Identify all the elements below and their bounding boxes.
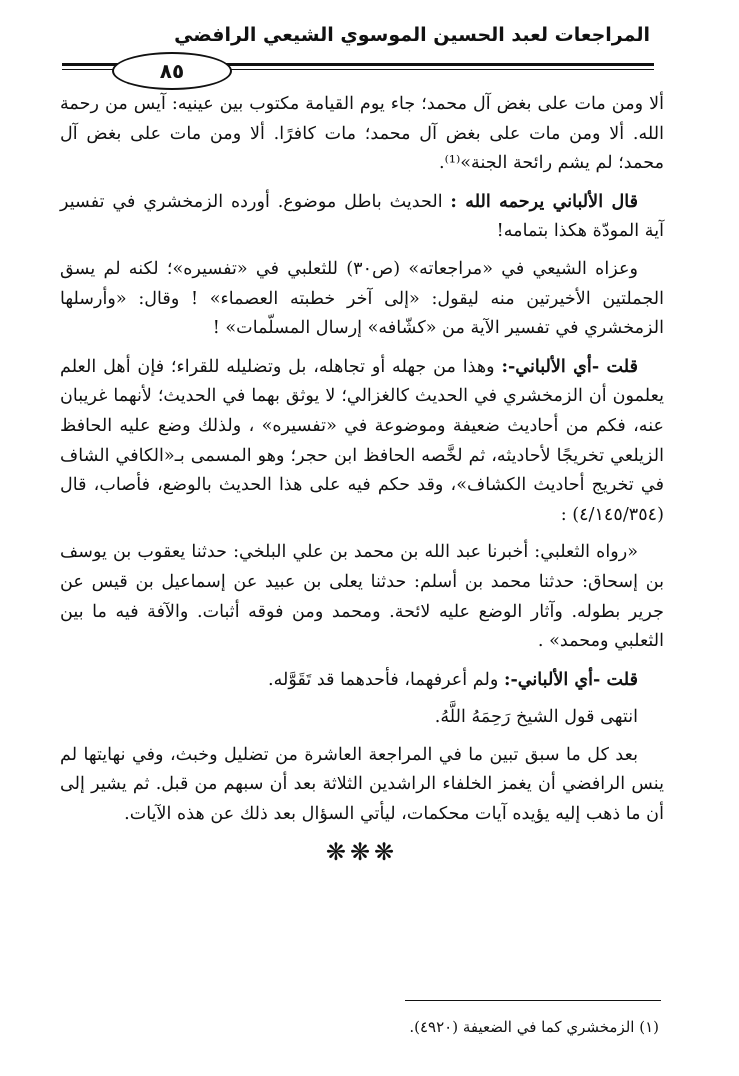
paragraph-end-of-quote: انتهى قول الشيخ رَحِمَهُ اللَّهُ.	[434, 707, 638, 728]
albani-ruling-text: الحديث باطل موضوع. أورده الزمخشري في تفسير آية المودّة هكذا بتمامه!	[60, 191, 664, 242]
paragraph-albani-ruling	[60, 187, 664, 247]
page-header	[62, 18, 654, 83]
albani-comment-label: قلت -أي الألباني-:	[501, 355, 638, 377]
paragraph-shii-attribution: وعزاه الشيعي في «مراجعاته» (ص٣٠) للثعلبي في «تفسيره»؛ لكنه لم يسق الجملتين الأخيرتين منه ليقول: «إلى آخر خطبته العصماء» ! وقال: «وأرسلها الزمخشري في تفسير الآية من «كشّافه» إرسال المسلّمات» !	[60, 258, 664, 339]
running-title: المراجعات لعبد الحسين الموسوي الشيعي الرافضي	[174, 24, 650, 46]
albani-label: قال الألباني يرحمه الله :	[450, 190, 638, 212]
section-end-ornament: ❋❋❋	[325, 837, 399, 866]
albani-comment-text: وهذا من جهله أو تجاهله، بل وتضليله للقراء؛ فإن أهل العلم يعلمون أن الزمخشري في الحديث كالغزالي؛ لا يوثق بهما في الحديث؛ لأنهما غريبان عنه، فكم من أحاديث ضعيفة وموضوعة في «تفسيره» ، ولذلك وضع عليه الحافظ الزيلعي تخريجًا لأحاديثه، ثم لخَّصه الحافظ ابن حجر؛ وهو المسمى بـ«الكافي الشاف في تخريج أحاديث الكشاف»، وقد حكم فيه على هذا الحديث بالوضع، فأصاب، قال (٤/١٤٥/٣٥٤) :	[60, 356, 664, 525]
albani-note-text: ولم أعرفهما، فأحدهما قد تَقَوَّله.	[267, 669, 499, 690]
page-number: ٨٥	[112, 52, 232, 90]
paragraph-albani-note	[60, 665, 664, 696]
paragraph-thalabi-narration: «رواه الثعلبي: أخبرنا عبد الله بن محمد بن علي البلخي: حدثنا يعقوب بن يوسف بن إسحاق: حدثنا محمد بن أسلم: حدثنا يعلى بن عبيد عن إسماعيل بن قيس عن جرير بطوله. وآثار الوضع عليه لائحة. ومحمد ومن فوقه أثبات. والآفة فيه ما بين الثعلبي ومحمد» .	[60, 542, 664, 652]
paragraph-hadith-continuation: ألا ومن مات على بغض آل محمد؛ جاء يوم القيامة مكتوب بين عينيه: آيس من رحمة الله. ألا ومن مات على بغض آل محمد؛ مات كافرًا. ألا ومن مات على بغض آل محمد؛ لم يشم رائحة الجنة»⁽¹⁾.	[60, 94, 664, 174]
paragraph-conclusion: بعد كل ما سبق تبين ما في المراجعة العاشرة من تضليل وخبث، وفي نهايتها لم ينس الرافضي أن يغمز الخلفاء الراشدين الثلاثة بعد أن سبهم من قبل. ثم يشير إلى أن ما ذهب إليه يؤيده آيات محكمات، ليأتي السؤال بعد ذلك عن هذه الآيات.	[60, 744, 664, 825]
albani-note-label: قلت -أي الألباني-:	[503, 668, 638, 690]
footnote-rule	[405, 1000, 661, 1001]
footnote: (١) الزمخشري كما في الضعيفة (٤٩٢٠).	[409, 1018, 659, 1036]
paragraph-albani-comment	[60, 352, 664, 531]
body-text	[60, 90, 664, 867]
